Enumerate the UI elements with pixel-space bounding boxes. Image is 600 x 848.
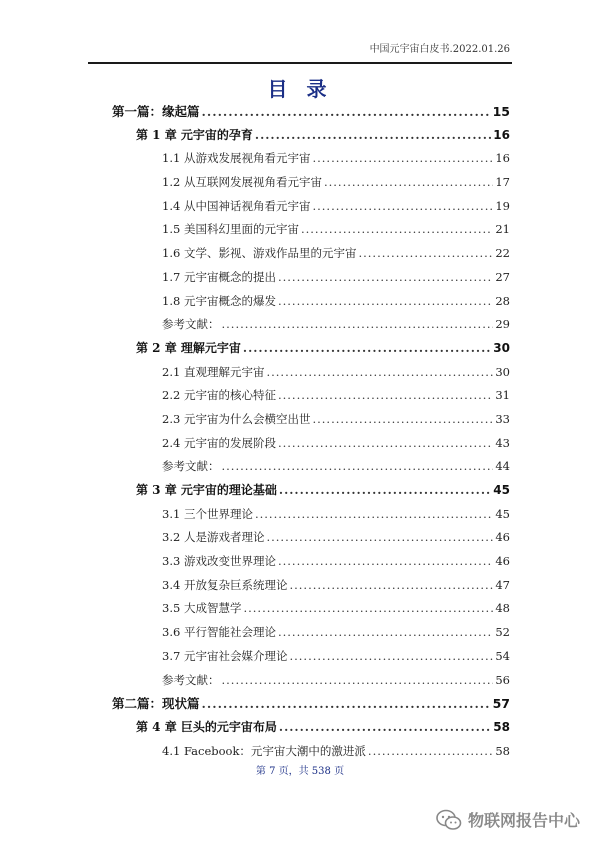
toc-entry-sec[interactable] — [112, 455, 510, 479]
watermark — [436, 808, 580, 831]
toc-entry-part[interactable] — [112, 692, 510, 716]
toc-entry-label: 2.3 元宇宙为什么会横空出世 — [162, 411, 311, 426]
toc-entry-page: 17 — [495, 175, 510, 190]
toc-entry-sec[interactable] — [112, 147, 510, 171]
toc-entry-page: 22 — [495, 246, 510, 261]
table-of-contents — [112, 100, 510, 763]
toc-dot-leader — [278, 550, 493, 574]
toc-entry-label: 2.2 元宇宙的核心特征 — [162, 388, 276, 403]
toc-dot-leader — [278, 432, 493, 456]
toc-entry-label: 1.4 从中国神话视角看元宇宙 — [162, 198, 311, 213]
toc-entry-page: 47 — [495, 577, 510, 592]
toc-dot-leader — [278, 621, 493, 645]
toc-entry-label: 3.5 大成智慧学 — [162, 601, 242, 616]
toc-dot-leader — [266, 526, 493, 550]
toc-entry-sec[interactable] — [112, 266, 510, 290]
toc-entry-page: 48 — [495, 601, 510, 616]
toc-entry-label: 3.1 三个世界理论 — [162, 506, 253, 521]
toc-entry-sec[interactable] — [112, 740, 510, 764]
footer-page-info: 第 7 页，共 538 页 — [255, 766, 345, 777]
toc-dot-leader — [279, 716, 491, 740]
toc-entry-page: 54 — [495, 648, 510, 663]
toc-title: 目 录 — [267, 77, 333, 101]
toc-entry-page: 58 — [493, 719, 510, 734]
watermark-text: 物联网报告中心 — [467, 811, 580, 830]
toc-dot-leader — [289, 574, 493, 598]
toc-entry-chap[interactable] — [112, 337, 510, 361]
toc-entry-label: 第 4 章 巨头的元宇宙布局 — [136, 719, 277, 734]
toc-entry-page: 28 — [495, 293, 510, 308]
toc-entry-page: 43 — [495, 435, 510, 450]
toc-entry-label: 3.2 人是游戏者理论 — [162, 530, 265, 545]
toc-entry-label: 第 1 章 元宇宙的孕育 — [136, 127, 253, 142]
toc-entry-chap[interactable] — [112, 479, 510, 503]
toc-entry-sec[interactable] — [112, 313, 510, 337]
toc-entry-label: 第一篇：缘起篇 — [112, 104, 200, 119]
toc-entry-label: 参考文献： — [162, 317, 220, 332]
toc-entry-page: 57 — [492, 696, 510, 712]
toc-entry-sec[interactable] — [112, 503, 510, 527]
toc-entry-page: 27 — [495, 269, 510, 284]
toc-entry-page: 45 — [495, 506, 510, 521]
toc-entry-page: 46 — [495, 554, 510, 569]
toc-dot-leader — [279, 479, 491, 503]
header-rule — [88, 62, 512, 64]
toc-entry-page: 44 — [495, 459, 510, 474]
toc-entry-part[interactable] — [112, 100, 510, 124]
toc-dot-leader — [243, 337, 491, 361]
toc-entry-label: 1.1 从游戏发展视角看元宇宙 — [162, 151, 311, 166]
toc-entry-label: 第 2 章 理解元宇宙 — [136, 340, 241, 355]
toc-entry-label: 4.1 Facebook：元宇宙大潮中的激进派 — [162, 743, 366, 758]
toc-entry-page: 19 — [495, 198, 510, 213]
toc-entry-sec[interactable] — [112, 669, 510, 693]
toc-entry-sec[interactable] — [112, 645, 510, 669]
toc-dot-leader — [358, 242, 493, 266]
toc-entry-sec[interactable] — [112, 621, 510, 645]
toc-entry-page: 33 — [495, 411, 510, 426]
toc-entry-page: 58 — [495, 743, 510, 758]
toc-entry-page: 21 — [495, 222, 510, 237]
toc-entry-page: 16 — [493, 127, 510, 142]
toc-entry-sec[interactable] — [112, 526, 510, 550]
toc-entry-sec[interactable] — [112, 597, 510, 621]
toc-dot-leader — [222, 455, 494, 479]
toc-entry-sec[interactable] — [112, 361, 510, 385]
toc-entry-sec[interactable] — [112, 290, 510, 314]
toc-entry-label: 第 3 章 元宇宙的理论基础 — [136, 483, 277, 497]
toc-dot-leader — [278, 384, 493, 408]
toc-entry-label: 3.4 开放复杂巨系统理论 — [162, 577, 288, 592]
toc-entry-page: 30 — [495, 364, 510, 379]
toc-dot-leader — [312, 147, 493, 171]
toc-dot-leader — [243, 597, 493, 621]
toc-entry-page: 52 — [495, 625, 510, 640]
toc-entry-page: 16 — [495, 151, 510, 166]
header-doc-title: 中国元宇宙白皮书.2022.01.26 — [369, 44, 510, 55]
toc-entry-label: 2.4 元宇宙的发展阶段 — [162, 435, 276, 450]
toc-entry-page: 45 — [493, 483, 510, 497]
toc-dot-leader — [255, 124, 491, 148]
toc-dot-leader — [222, 313, 494, 337]
toc-dot-leader — [202, 692, 491, 716]
toc-dot-leader — [301, 218, 493, 242]
toc-dot-leader — [222, 669, 494, 693]
toc-entry-sec[interactable] — [112, 171, 510, 195]
toc-entry-sec[interactable] — [112, 408, 510, 432]
toc-entry-chap[interactable] — [112, 716, 510, 740]
toc-dot-leader — [255, 503, 493, 527]
toc-dot-leader — [312, 195, 493, 219]
toc-dot-leader — [266, 361, 493, 385]
toc-entry-page: 46 — [495, 530, 510, 545]
toc-entry-page: 56 — [495, 672, 510, 687]
toc-entry-label: 1.8 元宇宙概念的爆发 — [162, 293, 276, 308]
toc-dot-leader — [312, 408, 493, 432]
toc-entry-label: 3.6 平行智能社会理论 — [162, 625, 276, 640]
toc-dot-leader — [278, 266, 493, 290]
toc-entry-sec[interactable] — [112, 195, 510, 219]
toc-entry-sec[interactable] — [112, 432, 510, 456]
toc-entry-sec[interactable] — [112, 550, 510, 574]
toc-entry-page: 31 — [495, 388, 510, 403]
toc-entry-label: 1.6 文学、影视、游戏作品里的元宇宙 — [162, 246, 357, 261]
toc-entry-page: 29 — [495, 317, 510, 332]
toc-entry-label: 3.3 游戏改变世界理论 — [162, 554, 276, 569]
toc-dot-leader — [289, 645, 493, 669]
toc-dot-leader — [368, 740, 493, 764]
toc-entry-label: 2.1 直观理解元宇宙 — [162, 364, 265, 379]
toc-entry-sec[interactable] — [112, 384, 510, 408]
toc-entry-sec[interactable] — [112, 218, 510, 242]
toc-entry-label: 1.5 美国科幻里面的元宇宙 — [162, 222, 299, 237]
toc-entry-label: 1.2 从互联网发展视角看元宇宙 — [162, 175, 322, 190]
toc-dot-leader — [324, 171, 493, 195]
toc-entry-sec[interactable] — [112, 242, 510, 266]
toc-entry-label: 1.7 元宇宙概念的提出 — [162, 269, 276, 284]
toc-entry-label: 参考文献： — [162, 459, 220, 474]
toc-entry-page: 15 — [492, 104, 510, 119]
toc-entry-label: 参考文献： — [162, 672, 220, 687]
toc-entry-page: 30 — [493, 340, 510, 355]
toc-entry-sec[interactable] — [112, 574, 510, 598]
toc-dot-leader — [202, 100, 491, 124]
toc-entry-chap[interactable] — [112, 124, 510, 148]
toc-dot-leader — [278, 290, 493, 314]
toc-entry-label: 3.7 元宇宙社会媒介理论 — [162, 648, 288, 663]
toc-entry-label: 第二篇：现状篇 — [112, 696, 200, 712]
wechat-icon — [436, 809, 462, 831]
